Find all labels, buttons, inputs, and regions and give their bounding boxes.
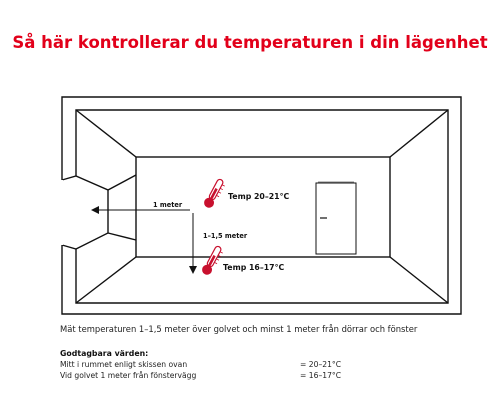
thermometer-upper-icon [202,177,226,210]
value-row-label: Vid golvet 1 meter från fönstervägg [60,371,197,380]
value-row-value: = 16–17°C [300,371,341,380]
value-row [60,360,341,369]
value-row-value: = 20–21°C [300,360,341,369]
vertical-distance-label: 1–1,5 meter [203,232,248,240]
values-heading: Godtagbara värden: [60,349,149,358]
door [316,182,356,254]
page-title: Så här kontrollerar du temperaturen i din lägenhet [12,33,488,52]
room-walls [62,97,461,314]
thermometer-lower-icon [200,244,224,277]
horizontal-distance-label: 1 meter [153,201,183,209]
temp-lower-label: Temp 16–17°C [223,263,285,272]
value-row [60,371,341,380]
measurement-caption: Mät temperaturen 1–1,5 meter över golvet och minst 1 meter från dörrar och fönster [60,324,418,334]
value-row-label: Mitt i rummet enligt skissen ovan [60,360,188,369]
temp-upper-label: Temp 20–21°C [228,192,290,201]
